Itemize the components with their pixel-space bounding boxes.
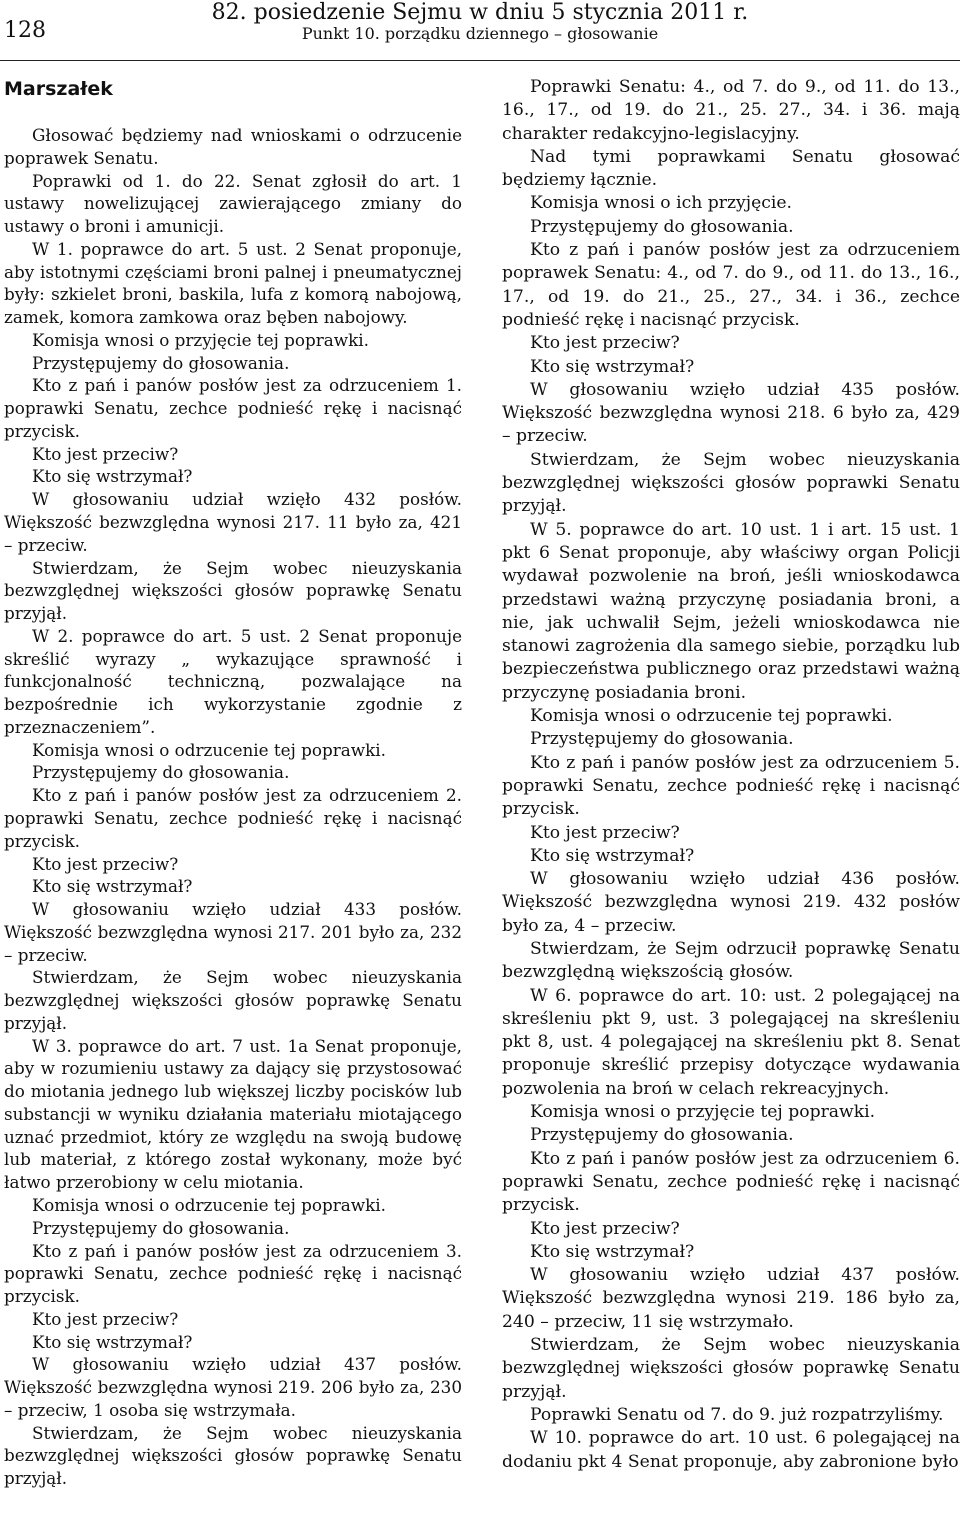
header-divider [0, 60, 960, 61]
right-paragraph: Komisja wnosi o odrzucenie tej poprawki. [530, 706, 893, 727]
right-paragraph: Komisja wnosi o przyjęcie tej poprawki. [530, 1102, 876, 1123]
right-column [502, 76, 960, 1474]
left-paragraph: W 3. poprawce do art. 7 ust. 1a Senat proponuje, aby w rozumieniu ustawy za dający się przystosować do miotania jednego lub większej liczby pocisków lub substancji w wyniku działania materiału miotającego uznać przedmiot, który ze względu na swoją budowę lub materiał, z którego został wykonany, może być łatwo przerobiony w celu miotania. [4, 1035, 462, 1193]
right-paragraph: W głosowaniu wzięło udział 437 posłów. Większość bezwzględna wynosi 219. 186 było za, 240 – przeciw, 11 się wstrzymało. [502, 1265, 960, 1332]
left-paragraph: Kto się wstrzymał? [32, 876, 193, 897]
left-paragraph: Stwierdzam, że Sejm wobec nieuzyskania bezwzględnej większości głosów poprawkę Senatu przyjął. [4, 967, 462, 1033]
right-paragraph: W 6. poprawce do art. 10: ust. 2 polegającej na skreśleniu pkt 9, ust. 3 polegającej na skreśleniu pkt 8, ust. 4 polegającej na skreśleniu pkt 8. Senat proponuje skreślić przepisy dotyczące wydawania pozwolenia na broń w celach rekreacyjnych. [502, 985, 960, 1099]
right-paragraph: Kto z pań i panów posłów jest za odrzuceniem poprawek Senatu: 4., od 7. do 9., od 11. do 13., 16., 17., od 19. do 21., 25., 27., 34. i 36., zechce podnieść rękę i nacisnąć przycisk. [502, 240, 960, 330]
right-paragraph: Kto jest przeciw? [530, 1218, 680, 1239]
right-paragraph: Stwierdzam, że Sejm odrzucił poprawkę Senatu bezwzględną większością głosów. [502, 938, 960, 983]
right-paragraph: Kto jest przeciw? [530, 822, 680, 843]
right-paragraph: W 5. poprawce do art. 10 ust. 1 i art. 15 ust. 1 pkt 6 Senat proponuje, aby właściwy organ Policji wydawał pozwolenie na broń, jeśli wnioskodawca przedstawi ważną przyczynę posiadania broni, a nie, jak uchwalił Sejm, jeżeli wnioskodawca nie stanowi zagrożenia dla samego siebie, porządku lub bezpieczeństwa publicznego oraz przedstawi ważną przyczynę posiadania broni. [502, 519, 960, 703]
left-paragraph: Przystępujemy do głosowania. [32, 352, 290, 373]
right-paragraph: Kto się wstrzymał? [530, 356, 695, 377]
left-paragraph: Komisja wnosi o odrzucenie tej poprawki. [32, 1194, 386, 1215]
right-paragraph: Kto jest przeciw? [530, 333, 680, 354]
right-paragraph: Poprawki Senatu: 4., od 7. do 9., od 11. do 13., 16., 17., od 19. do 21., 25. 27., 34. i 36. mają charakter redakcyjno-legislacyjny. [502, 77, 960, 144]
left-paragraph: Kto się wstrzymał? [32, 1331, 193, 1352]
page-subtitle: Punkt 10. porządku dziennego – głosowanie [301, 24, 659, 43]
speaker-name: Marszałek [4, 78, 113, 100]
right-paragraph: Kto z pań i panów posłów jest za odrzuceniem 6. poprawki Senatu, zechce podnieść rękę i nacisnąć przycisk. [502, 1148, 960, 1216]
right-paragraph: Kto się wstrzymał? [530, 1241, 695, 1262]
left-paragraph: Komisja wnosi o odrzucenie tej poprawki. [32, 739, 386, 760]
right-paragraph: Poprawki Senatu od 7. do 9. już rozpatrzyliśmy. [530, 1404, 944, 1425]
left-paragraph: W głosowaniu wzięło udział 433 posłów. Większość bezwzględna wynosi 217. 201 było za, 232 – przeciw. [4, 899, 462, 965]
left-paragraph: Kto jest przeciw? [32, 443, 179, 464]
left-paragraph: Kto jest przeciw? [32, 1308, 179, 1329]
left-paragraph: Przystępujemy do głosowania. [32, 1217, 290, 1238]
left-paragraph: Kto z pań i panów posłów jest za odrzuceniem 2. poprawki Senatu, zechce podnieść rękę i nacisnąć przycisk. [4, 785, 462, 851]
right-paragraph: Nad tymi poprawkami Senatu głosować będziemy łącznie. [502, 146, 960, 191]
right-paragraph: Przystępujemy do głosowania. [530, 729, 794, 750]
left-paragraph: Kto z pań i panów posłów jest za odrzuceniem 3. poprawki Senatu, zechce podnieść rękę i nacisnąć przycisk. [4, 1240, 462, 1307]
right-paragraph: Kto z pań i panów posłów jest za odrzuceniem 5. poprawki Senatu, zechce podnieść rękę i nacisnąć przycisk. [502, 752, 960, 820]
right-paragraph: Stwierdzam, że Sejm wobec nieuzyskania bezwzględnej większości głosów poprawki Senatu przyjął. [502, 449, 960, 517]
left-paragraph: Stwierdzam, że Sejm wobec nieuzyskania bezwzględnej większości głosów poprawkę Senatu przyjął. [4, 557, 462, 624]
page-title: 82. posiedzenie Sejmu w dniu 5 stycznia 2011 r. [211, 0, 749, 25]
right-paragraph: W głosowaniu wzięło udział 435 posłów. Większość bezwzględna wynosi 218. 6 było za, 429 – przeciw. [502, 379, 960, 447]
left-paragraph: Kto jest przeciw? [32, 853, 179, 874]
right-paragraph: Przystępujemy do głosowania. [530, 1125, 794, 1146]
right-paragraph: Komisja wnosi o ich przyjęcie. [530, 193, 792, 214]
right-paragraph: W 10. poprawce do art. 10 ust. 6 polegającej na dodaniu pkt 4 Senat proponuje, aby zabronione było [502, 1428, 960, 1472]
right-paragraph: Stwierdzam, że Sejm wobec nieuzyskania bezwzględnej większości głosów poprawkę Senatu przyjął. [502, 1335, 960, 1402]
left-column [4, 76, 462, 1490]
left-paragraph: W 2. poprawce do art. 5 ust. 2 Senat proponuje skreślić wyrazy „ wykazujące sprawność i funkcjonalność techniczną, pozwalające na bezpośrednie ich wykorzystanie zgodnie z przeznaczeniem”. [4, 625, 462, 737]
left-paragraph: W głosowaniu udział wzięło 432 posłów. Większość bezwzględna wynosi 217. 11 było za, 421 – przeciw. [4, 489, 462, 555]
left-paragraph: Kto się wstrzymał? [32, 466, 193, 487]
right-paragraph: W głosowaniu wzięło udział 436 posłów. Większość bezwzględna wynosi 219. 432 posłów było za, 4 – przeciw. [502, 869, 960, 936]
page-number: 128 [4, 18, 46, 43]
left-paragraph: Przystępujemy do głosowania. [32, 762, 290, 783]
left-paragraph: W głosowaniu wzięło udział 437 posłów. Większość bezwzględna wynosi 219. 206 było za, 230 – przeciw, 1 osoba się wstrzymała. [4, 1354, 462, 1420]
left-paragraph: Poprawki od 1. do 22. Senat zgłosił do art. 1 ustawy nowelizującej zawierającego zmiany do ustawy o broni i amunicji. [4, 170, 462, 237]
right-paragraph: Przystępujemy do głosowania. [530, 216, 794, 237]
left-paragraph: Komisja wnosi o przyjęcie tej poprawki. [32, 329, 369, 350]
left-paragraph: Stwierdzam, że Sejm wobec nieuzyskania bezwzględnej większości głosów poprawkę Senatu przyjął. [4, 1422, 462, 1489]
left-paragraph: W 1. poprawce do art. 5 ust. 2 Senat proponuje, aby istotnymi częściami broni palnej i pneumatycznej były: szkielet broni, baskila, lufa z komorą nabojową, zamek, komora zamkowa oraz bęben nabojowy. [4, 238, 462, 328]
left-paragraph: Kto z pań i panów posłów jest za odrzuceniem 1. poprawki Senatu, zechce podnieść rękę i nacisnąć przycisk. [4, 375, 462, 441]
left-paragraph: Głosować będziemy nad wnioskami o odrzucenie poprawek Senatu. [4, 125, 462, 168]
right-paragraph: Kto się wstrzymał? [530, 845, 695, 866]
